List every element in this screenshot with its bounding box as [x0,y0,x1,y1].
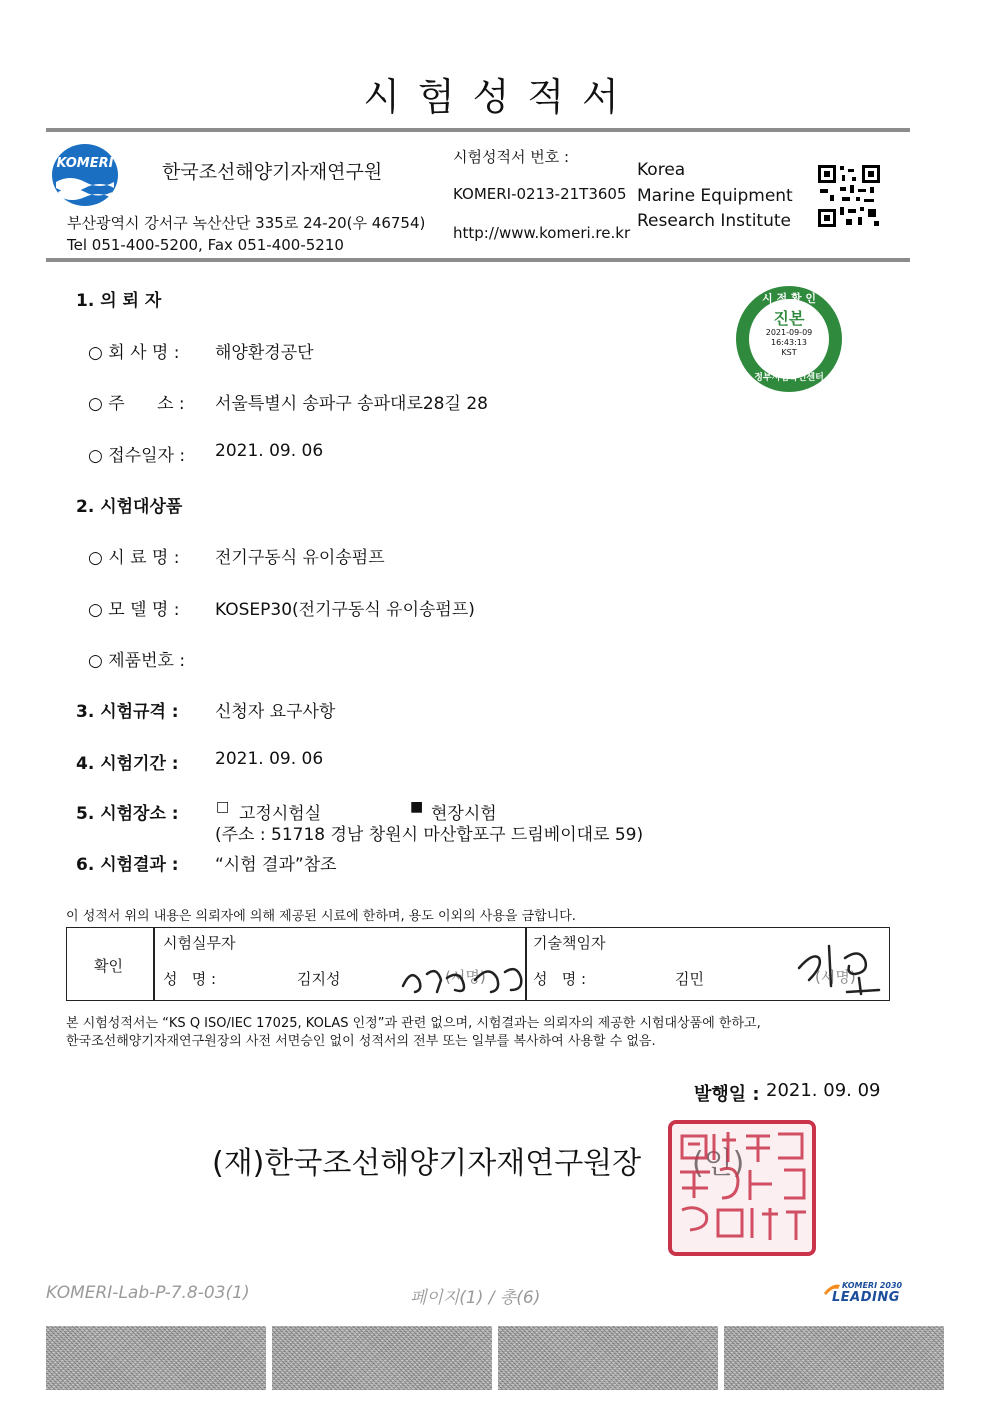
website-link[interactable]: http://www.komeri.re.kr [453,224,631,242]
standard-value: 신청자 요구사항 [215,702,336,722]
document-title: 시험성적서 [363,75,637,119]
test-location-address: (주소 : 51718 경남 창원시 마산합포구 드림베이대로 59) [215,825,644,845]
security-pattern-strip [272,1326,492,1390]
official-red-seal [666,1118,818,1258]
tech-name: 김민 [675,970,704,988]
security-pattern-strip [498,1326,718,1390]
org-name-en-2: Marine Equipment [637,186,793,206]
tester-signature [397,960,527,998]
komeri-leading-logo [824,1281,906,1305]
security-pattern-strip [46,1326,266,1390]
model-value: KOSEP30(전기구동식 유이송펌프) [215,600,475,620]
issue-date: 2021. 09. 09 [766,1080,881,1101]
field-test-label: 현장시험 [431,804,497,824]
company-label: ○ 회 사 명 : [88,343,180,363]
period-value: 2021. 09. 06 [215,749,324,769]
confirm-label: 확인 [94,957,123,975]
disclaimer-line-2: 한국조선해양기자재연구원장의 사전 서면승인 없이 성적서의 전부 또는 일부를 복사하여 사용할 수 없음. [66,1034,656,1049]
org-name-ko: 한국조선해양기자재연구원 [162,161,383,183]
header-top-rule [46,128,910,132]
fixed-lab-label: 고정시험실 [239,804,322,824]
serial-label: ○ 제품번호 : [88,651,186,671]
issue-date-label: 발행일 : [694,1084,760,1105]
brand-main-text: LEADING [832,1290,900,1305]
section1-heading: 1. 의 뢰 자 [76,291,162,311]
org-contact: Tel 051-400-5200, Fax 051-400-5210 [67,236,344,254]
tester-title: 시험실무자 [163,934,236,952]
komeri-logo [50,142,120,208]
tech-title: 기술책임자 [533,934,606,952]
stamp-tz: KST [781,348,797,357]
org-name-en-1: Korea [637,160,686,180]
company-value: 해양환경공단 [215,343,314,363]
fixed-lab-checkbox: □ [216,799,230,815]
report-no-label: 시험성적서 번호 : [453,148,570,166]
page-indicator: 페이지(1) / 총(6) [410,1288,541,1308]
brand-top-text: KOMERI 2030 [842,1281,903,1290]
tech-name-label: 성 명 : [533,970,587,988]
table-divider [153,928,155,1000]
stamp-top-text: 시 점 확 인 [762,292,816,305]
tester-name: 김지성 [297,970,341,988]
tester-name-label: 성 명 : [163,970,217,988]
tech-sign-label: (서명) [815,968,856,986]
report-no: KOMERI-0213-21T3605 [453,185,627,203]
address-value: 서울특별시 송파구 송파대로28길 28 [215,394,488,414]
stamp-bottom-text: 정부시점확인센터 [754,373,824,383]
stamp-center-text: 진본 [773,309,805,328]
disclaimer-line-1: 본 시험성적서는 “KS Q ISO/IEC 17025, KOLAS 인정”과 관련 없으며, 시험결과는 의뢰자의 제공한 시험대상품에 한하고, [66,1016,761,1031]
section6-heading: 6. 시험결과 : [76,855,179,875]
org-address: 부산광역시 강서구 녹산산단 335로 24-20(우 46754) [67,214,426,232]
sample-label: ○ 시 료 명 : [88,548,180,568]
qr-code [816,163,882,229]
gov-timestamp-stamp [734,284,844,394]
model-label: ○ 모 델 명 : [88,600,180,620]
logo-text: KOMERI [56,156,114,171]
tech-signature [789,938,885,998]
address-label: ○ 주 소 : [88,394,185,414]
org-name-en-3: Research Institute [637,211,791,231]
header-bottom-rule [46,258,910,262]
usage-notice: 이 성적서 위의 내용은 의뢰자에 의해 제공된 시료에 한하며, 용도 이외의 사용을 금합니다. [66,909,576,924]
field-test-checkbox: ■ [410,799,424,815]
tester-sign-label: (서명) [445,968,486,986]
received-value: 2021. 09. 06 [215,441,324,461]
issuer-name: (재)한국조선해양기자재연구원장 [212,1146,642,1181]
sample-value: 전기구동식 유이송펌프 [215,548,385,568]
result-value: “시험 결과”참조 [215,855,337,875]
section3-heading: 3. 시험규격 : [76,702,179,722]
section5-heading: 5. 시험장소 : [76,804,179,824]
stamp-time: 16:43:13 [771,338,807,347]
doc-code: KOMERI-Lab-P-7.8-03(1) [46,1283,250,1303]
stamp-date: 2021-09-09 [765,328,813,337]
section2-heading: 2. 시험대상품 [76,497,183,517]
section4-heading: 4. 시험기간 : [76,754,179,774]
confirmation-table [66,927,890,1001]
received-label: ○ 접수일자 : [88,446,186,466]
security-pattern-strip [724,1326,944,1390]
